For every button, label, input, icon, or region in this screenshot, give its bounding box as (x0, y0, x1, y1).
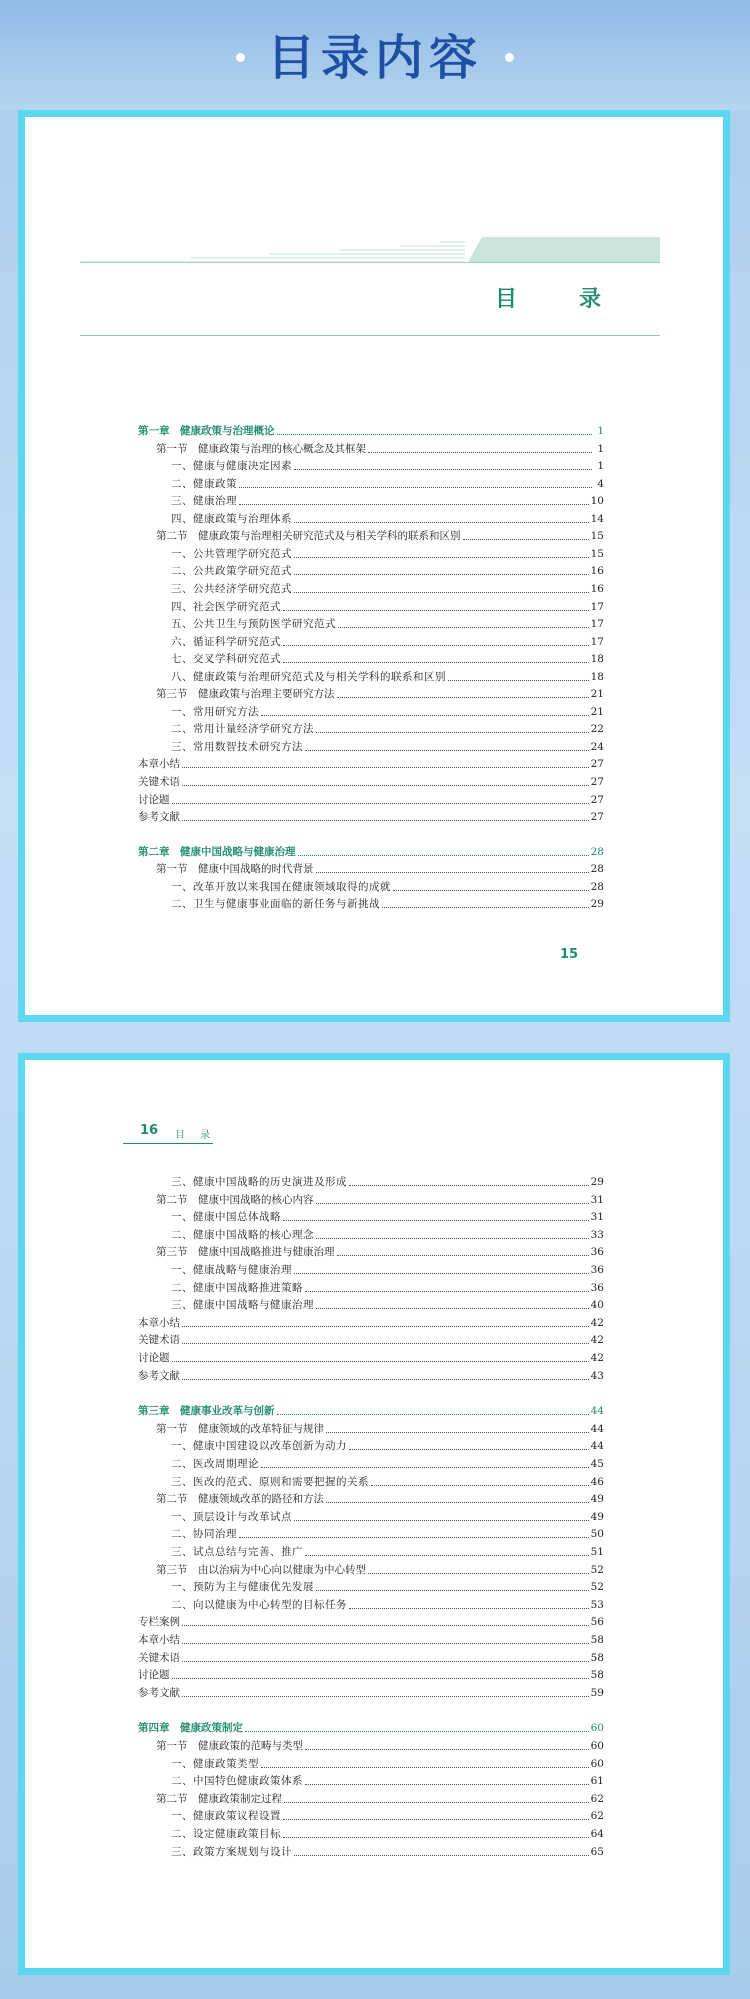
toc-entry[interactable] (138, 1350, 604, 1365)
toc-entry-title: 第三节 由以治病为中心向以健康为中心转型 (156, 1563, 366, 1576)
toc-entry[interactable] (171, 1438, 604, 1453)
toc-entry-title: 二、向以健康为中心转型的目标任务 (171, 1598, 347, 1611)
dot-leader (182, 1642, 589, 1644)
toc-entry[interactable] (138, 1720, 604, 1735)
toc-entry[interactable] (171, 1756, 604, 1771)
page-number: 15 (560, 947, 579, 962)
toc-entry-page: 62 (590, 1792, 604, 1805)
toc-entry[interactable] (138, 423, 604, 438)
dot-leader (298, 854, 589, 856)
toc-entry[interactable] (156, 1244, 604, 1259)
dot-leader (294, 1854, 589, 1856)
toc-entry-title: 专栏案例 (138, 1616, 180, 1629)
toc-entry[interactable] (171, 616, 604, 631)
toc-entry[interactable] (171, 1597, 604, 1612)
dot-leader (172, 802, 589, 804)
toc-entry[interactable] (171, 511, 604, 526)
toc-entry-page: 53 (590, 1598, 604, 1611)
toc-entry-page: 28 (590, 863, 604, 876)
dot-leader (349, 1448, 589, 1450)
toc-entry-title: 第一节 健康领域的改革特征与规律 (156, 1422, 324, 1435)
dot-leader (294, 1519, 589, 1521)
toc-entry[interactable] (171, 1456, 604, 1471)
toc-entry-page: 24 (590, 740, 604, 753)
toc-entry-page: 65 (590, 1845, 604, 1858)
toc-entry-page: 33 (590, 1228, 604, 1241)
toc-entry[interactable] (138, 792, 604, 807)
toc-entry-title: 二、健康中国战略的核心理念 (171, 1228, 314, 1241)
page-header-number: 16 (140, 1123, 159, 1138)
toc-entry-page: 52 (590, 1563, 604, 1576)
toc-entry-title: 第一节 健康政策与治理的核心概念及其框架 (156, 442, 366, 455)
dot-leader (283, 1836, 589, 1838)
toc-entry-page: 1 (597, 460, 604, 473)
toc-entry-page: 43 (590, 1369, 604, 1382)
dot-leader (283, 644, 589, 646)
toc-entry-page: 46 (590, 1475, 604, 1488)
dot-leader (182, 819, 589, 821)
toc-entry[interactable] (138, 1650, 604, 1665)
dot-leader (261, 1766, 589, 1768)
toc-entry[interactable] (171, 599, 604, 614)
toc-entry-page: 42 (590, 1334, 604, 1347)
toc-entry-page: 49 (590, 1493, 604, 1506)
dot-leader (305, 1783, 589, 1785)
dot-leader (316, 1307, 589, 1309)
dot-leader (349, 1184, 589, 1186)
dot-leader (305, 1290, 589, 1292)
dot-leader (283, 1219, 589, 1221)
dot-leader (448, 679, 589, 681)
toc-entry[interactable] (138, 1632, 604, 1647)
dot-leader (182, 784, 589, 786)
toc-entry-title: 关键术语 (138, 1651, 180, 1664)
toc-entry-page: 42 (590, 1316, 604, 1329)
toc-entry-title: 五、公共卫生与预防医学研究范式 (171, 618, 336, 631)
toc-entry[interactable] (171, 493, 604, 508)
toc-entry[interactable] (138, 1614, 604, 1629)
toc-entry-title: 二、医改周期理论 (171, 1458, 259, 1470)
toc-entry[interactable] (138, 1667, 604, 1682)
toc-entry-page: 56 (590, 1616, 604, 1629)
toc-entry[interactable] (171, 1544, 604, 1559)
toc-entry-title: 一、健康中国总体战略 (171, 1211, 281, 1224)
dot-leader (283, 1818, 589, 1820)
toc-entry-page: 42 (590, 1352, 604, 1364)
toc-entry-page: 15 (590, 547, 604, 560)
toc-entry[interactable] (156, 861, 604, 876)
toc-entry-title: 参考文献 (138, 811, 180, 824)
toc-entry[interactable] (156, 1421, 604, 1436)
toc-entry-title: 一、健康政策类型 (171, 1757, 259, 1770)
left-dot-icon (236, 53, 245, 62)
toc-entry[interactable] (171, 1227, 604, 1242)
toc-entry-page: 64 (590, 1828, 604, 1840)
dot-leader (182, 1660, 589, 1662)
toc-entry-title: 三、医改的范式、原则和需要把握的关系 (171, 1475, 369, 1488)
toc-entry-title: 一、改革开放以来我国在健康领域取得的成就 (171, 880, 391, 893)
toc-entry-page: 60 (590, 1740, 604, 1752)
toc-entry-title: 一、顶层设计与改革试点 (171, 1510, 292, 1523)
dot-leader (283, 609, 589, 611)
dot-leader (294, 521, 589, 523)
dot-leader (371, 1484, 589, 1486)
dot-leader (294, 1272, 589, 1274)
dot-leader (305, 1554, 589, 1556)
dot-leader (316, 1237, 589, 1239)
toc-entry-title: 六、循证科学研究范式 (171, 635, 281, 648)
toc-entry-title: 七、交叉学科研究范式 (171, 653, 281, 666)
toc-entry[interactable] (171, 563, 604, 578)
toc-entry-title: 三、公共经济学研究范式 (171, 582, 292, 595)
dot-leader (337, 696, 589, 698)
dot-leader (326, 1431, 589, 1433)
dot-leader (239, 486, 592, 488)
toc-entry[interactable] (171, 1826, 604, 1841)
toc-entry-title: 参考文献 (138, 1369, 180, 1382)
dot-leader (316, 731, 589, 733)
dot-leader (294, 591, 589, 593)
page-header-rule (123, 1143, 213, 1144)
toc-entry-page: 44 (590, 1405, 604, 1418)
toc-entry-page: 31 (590, 1193, 604, 1206)
toc-entry-title: 八、健康政策与治理研究范式及与相关学科的联系和区别 (171, 670, 446, 683)
toc-entry-page: 44 (590, 1440, 604, 1453)
toc-entry-page: 4 (597, 477, 604, 490)
toc-entry-title: 第二节 健康政策制定过程 (156, 1792, 282, 1805)
toc-entry[interactable] (156, 1562, 604, 1577)
toc-entry[interactable] (156, 1491, 604, 1506)
toc-entry-page: 52 (590, 1581, 604, 1594)
toc-entry-title: 一、健康政策议程设置 (171, 1810, 281, 1823)
dot-leader (277, 433, 593, 435)
toc-entry-title: 四、健康政策与治理体系 (171, 512, 292, 525)
toc-entry-page: 40 (590, 1299, 604, 1312)
toc-entry-page: 36 (590, 1246, 604, 1259)
right-dot-icon (505, 53, 514, 62)
toc-entry[interactable] (156, 686, 604, 701)
toc-page-15 (18, 110, 730, 1022)
toc-entry[interactable] (171, 896, 604, 911)
toc-entry-page: 14 (590, 512, 604, 525)
toc-entry-title: 第三章 健康事业改革与创新 (138, 1405, 275, 1418)
toc-entry[interactable] (138, 1685, 604, 1700)
toc-entry-page: 21 (590, 705, 604, 718)
toc-entry-title: 讨论题 (138, 1669, 170, 1682)
toc-entry-title: 二、中国特色健康政策体系 (171, 1775, 303, 1788)
dot-leader (316, 871, 589, 873)
dot-leader (277, 1413, 589, 1415)
toc-entry-title: 第二节 健康中国战略的核心内容 (156, 1193, 314, 1206)
toc-entry[interactable] (138, 756, 604, 771)
dot-leader (182, 1342, 589, 1344)
toc-entry-title: 二、协同治理 (171, 1528, 237, 1541)
dot-leader (294, 573, 589, 575)
dot-leader (294, 468, 592, 470)
toc-entry-title: 本章小结 (138, 1316, 180, 1329)
toc-entry-title: 讨论题 (138, 793, 170, 806)
toc-entry-title: 二、健康中国战略推进策略 (171, 1281, 303, 1294)
toc-entry-title: 第三节 健康中国战略推进与健康治理 (156, 1246, 335, 1259)
dot-leader (316, 1202, 589, 1204)
toc-entry[interactable] (138, 1332, 604, 1347)
toc-entry[interactable] (171, 669, 604, 684)
toc-entry[interactable] (171, 581, 604, 596)
toc-entry-title: 一、健康中国建设以改革创新为动力 (171, 1440, 347, 1453)
toc-entry[interactable] (138, 1368, 604, 1383)
toc-entry-title: 本章小结 (138, 758, 180, 771)
toc-entry-page: 61 (590, 1775, 604, 1788)
dot-leader (305, 749, 589, 751)
toc-entry[interactable] (171, 458, 604, 473)
dot-leader (239, 1536, 589, 1538)
toc-entry-title: 二、健康政策 (171, 477, 237, 490)
toc-entry-title: 四、社会医学研究范式 (171, 600, 281, 613)
toc-entry-page: 45 (590, 1458, 604, 1470)
toc-entry-title: 一、健康战略与健康治理 (171, 1264, 292, 1276)
dot-leader (172, 1360, 589, 1362)
toc-entry-title: 第二节 健康领域改革的路径和方法 (156, 1493, 324, 1506)
toc-entry-title: 第一章 健康政策与治理概论 (138, 425, 275, 437)
toc-entry-page: 17 (590, 635, 604, 648)
toc-entry-page: 21 (590, 688, 604, 701)
dot-leader (182, 766, 589, 768)
toc-entry-page: 17 (590, 600, 604, 613)
toc-entry[interactable] (171, 1209, 604, 1224)
toc-entry-title: 一、常用研究方法 (171, 705, 259, 718)
dot-leader (261, 1466, 589, 1468)
dot-leader (172, 1677, 589, 1679)
toc-entry-title: 二、常用计量经济学研究方法 (171, 723, 314, 736)
dot-leader (326, 1501, 589, 1503)
toc-entry-title: 二、公共政策学研究范式 (171, 565, 292, 578)
dot-leader (283, 661, 589, 663)
toc-entry[interactable] (171, 1474, 604, 1489)
toc-entry-page: 51 (590, 1546, 604, 1558)
toc-entry-page: 28 (590, 880, 604, 893)
toc-entry-title: 第二章 健康中国战略与健康治理 (138, 845, 296, 858)
toc-entry[interactable] (138, 844, 604, 859)
banner-title-text: 目录内容 (266, 30, 483, 86)
toc-entry-title: 二、卫生与健康事业面临的新任务与新挑战 (171, 898, 380, 911)
toc-entry-title: 三、政策方案规划与设计 (171, 1845, 292, 1858)
dot-leader (382, 906, 589, 908)
dot-leader (245, 1730, 589, 1732)
dot-leader (337, 1254, 589, 1256)
toc-entry-page: 36 (590, 1281, 604, 1294)
toc-entry-title: 一、公共管理学研究范式 (171, 547, 292, 560)
dot-leader (239, 503, 589, 505)
dot-leader (368, 1572, 589, 1574)
toc-entry-page: 18 (590, 670, 604, 683)
toc-entry-title: 三、常用数智技术研究方法 (171, 740, 303, 753)
dot-leader (182, 1325, 589, 1327)
header-decoration (80, 237, 660, 279)
toc-entry-page: 58 (590, 1634, 604, 1646)
toc-entry-title: 本章小结 (138, 1634, 180, 1646)
toc-entry-page: 16 (590, 565, 604, 578)
toc-entry[interactable] (171, 1262, 604, 1277)
toc-entry-page: 58 (590, 1669, 604, 1682)
page-header-label: 目 录 (175, 1130, 217, 1141)
toc-entry-page: 59 (590, 1686, 604, 1699)
toc-entry-title: 三、健康中国战略的历史演进及形成 (171, 1176, 347, 1188)
toc-entry-page: 1 (597, 425, 604, 437)
dot-leader (305, 1748, 589, 1750)
toc-entry[interactable] (171, 1773, 604, 1788)
toc-entry-page: 17 (590, 618, 604, 631)
toc-entry-page: 50 (590, 1528, 604, 1541)
toc-entry-title: 第二节 健康政策与治理相关研究范式及与相关学科的联系和区别 (156, 530, 461, 543)
toc-entry[interactable] (171, 1509, 604, 1524)
toc-entry[interactable] (156, 1738, 604, 1753)
toc-entry-title: 一、健康与健康决定因素 (171, 460, 292, 473)
toc-entry-title: 关键术语 (138, 776, 180, 788)
toc-entry[interactable] (138, 774, 604, 789)
toc-entry-title: 三、健康治理 (171, 495, 237, 508)
toc-entry-page: 27 (590, 811, 604, 824)
dot-leader (393, 889, 589, 891)
toc-entry-title: 第三节 健康政策与治理主要研究方法 (156, 688, 335, 701)
dot-leader (284, 1801, 589, 1803)
toc-entry-page: 15 (590, 530, 604, 543)
dot-leader (316, 1589, 589, 1591)
toc-entry[interactable] (171, 721, 604, 736)
toc-entry[interactable] (156, 1791, 604, 1806)
toc-entry[interactable] (171, 739, 604, 754)
dot-leader (261, 714, 589, 716)
toc-entry[interactable] (171, 879, 604, 894)
toc-entry[interactable] (171, 704, 604, 719)
toc-entry-title: 第一节 健康政策的范畴与类型 (156, 1740, 303, 1752)
toc-entry-title: 一、预防为主与健康优先发展 (171, 1581, 314, 1594)
toc-entry-title: 讨论题 (138, 1352, 170, 1364)
dot-leader (349, 1607, 589, 1609)
toc-entry-page: 29 (590, 898, 604, 911)
dot-leader (368, 451, 592, 453)
toc-entry[interactable] (171, 1579, 604, 1594)
toc-entry-page: 36 (590, 1264, 604, 1276)
toc-page-16 (18, 1053, 730, 1975)
toc-entry-title: 第四章 健康政策制定 (138, 1722, 243, 1735)
toc-entry-page: 10 (590, 495, 604, 508)
toc-entry-title: 参考文献 (138, 1686, 180, 1699)
toc-entry-title: 第一节 健康中国战略的时代背景 (156, 863, 314, 876)
toc-entry-page: 22 (590, 723, 604, 736)
toc-heading: 目 录 (495, 287, 622, 312)
top-banner (0, 0, 750, 110)
dot-leader (463, 538, 589, 540)
dot-leader (182, 1695, 589, 1697)
toc-entry-title: 三、健康中国战略与健康治理 (171, 1299, 314, 1312)
toc-entry[interactable] (171, 651, 604, 666)
header-divider (80, 335, 660, 336)
toc-entry-page: 62 (590, 1810, 604, 1823)
toc-entry[interactable] (171, 546, 604, 561)
dot-leader (182, 1624, 589, 1626)
toc-entry-page: 44 (590, 1422, 604, 1435)
toc-entry-title: 二、设定健康政策目标 (171, 1828, 281, 1840)
banner-title (0, 30, 750, 86)
toc-entry[interactable] (156, 528, 604, 543)
toc-entry-page: 18 (590, 653, 604, 666)
toc-entry-page: 28 (590, 845, 604, 858)
toc-entry-page: 16 (590, 582, 604, 595)
toc-entry[interactable] (156, 441, 604, 456)
toc-entry-page: 27 (590, 758, 604, 771)
toc-entry[interactable] (171, 1174, 604, 1189)
toc-entry-page: 29 (590, 1176, 604, 1188)
toc-entry[interactable] (171, 634, 604, 649)
toc-entry[interactable] (171, 1808, 604, 1823)
toc-entry[interactable] (171, 1297, 604, 1312)
toc-entry[interactable] (171, 1844, 604, 1859)
toc-entry-title: 三、试点总结与完善、推广 (171, 1546, 303, 1558)
toc-entry-page: 58 (590, 1651, 604, 1664)
toc-entry-page: 60 (590, 1722, 604, 1735)
toc-entry-page: 27 (590, 793, 604, 806)
toc-entry[interactable] (156, 1192, 604, 1207)
toc-entry-page: 31 (590, 1211, 604, 1224)
toc-entry[interactable] (171, 476, 604, 491)
dot-leader (182, 1378, 589, 1380)
toc-entry-page: 1 (597, 442, 604, 455)
toc-entry[interactable] (171, 1526, 604, 1541)
toc-entry[interactable] (138, 1315, 604, 1330)
toc-entry[interactable] (171, 1280, 604, 1295)
toc-entry-page: 60 (590, 1757, 604, 1770)
toc-entry-page: 49 (590, 1510, 604, 1523)
toc-entry-page: 27 (590, 776, 604, 788)
dot-leader (338, 626, 589, 628)
toc-entry[interactable] (138, 1403, 604, 1418)
toc-entry[interactable] (138, 809, 604, 824)
toc-entry-title: 关键术语 (138, 1334, 180, 1347)
dot-leader (294, 556, 589, 558)
